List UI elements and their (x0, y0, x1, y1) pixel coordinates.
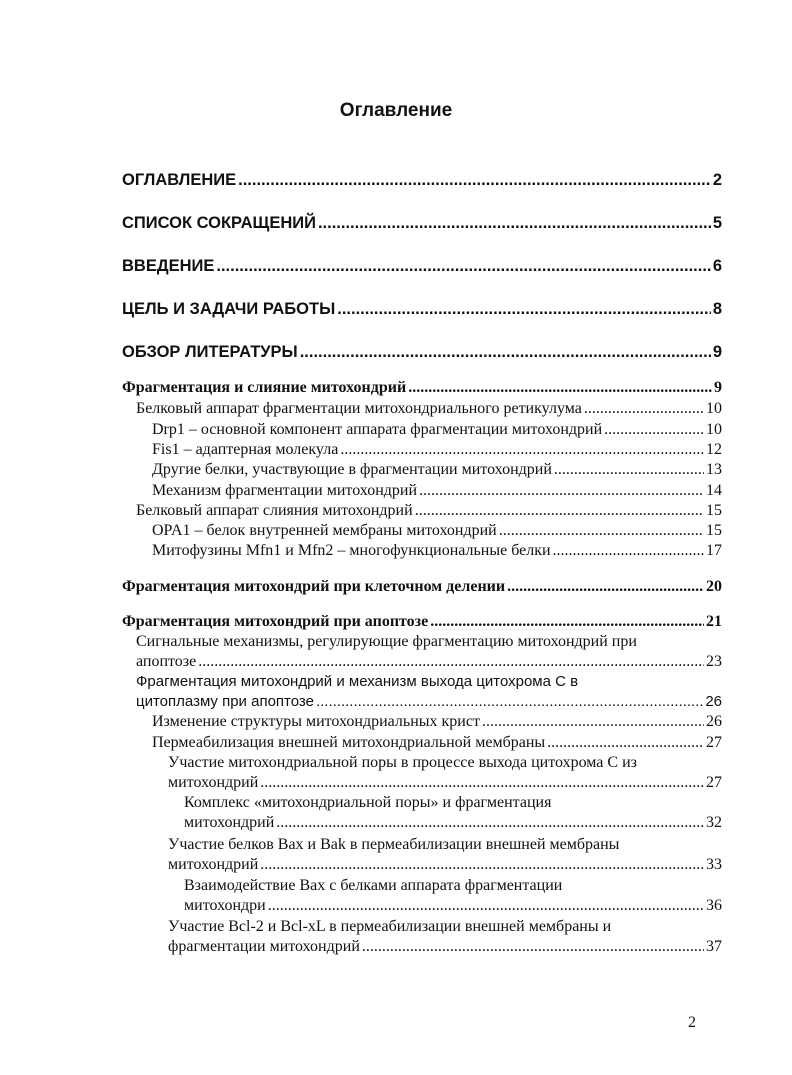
toc-entry-title: апоптозе (136, 653, 197, 670)
dot-leader (408, 379, 712, 397)
dot-leader (340, 441, 704, 459)
page-number: 2 (688, 1014, 696, 1031)
toc-entry-title: Fis1 – адаптерная молекула (152, 441, 339, 458)
toc-entry (152, 734, 722, 752)
dot-leader (300, 343, 711, 362)
toc-entry (152, 482, 722, 500)
dot-leader (260, 774, 704, 792)
toc-entry-page: 13 (706, 461, 722, 478)
toc-entry-title: Сигнальные механизмы, регулирующие фрагментацию митохондрий при (136, 633, 637, 650)
toc-entry-page: 15 (706, 522, 722, 539)
dot-leader (507, 578, 704, 596)
toc-entry-page: 5 (712, 214, 722, 232)
toc-entry (152, 461, 722, 479)
toc-entry (122, 171, 722, 190)
toc-entry (122, 214, 722, 233)
toc-entry-title: Участие Bcl-2 и Bcl-xL в пермеабилизации внешней мембраны и (168, 918, 612, 935)
dot-leader (260, 856, 704, 874)
toc-entry-page: 9 (712, 343, 722, 361)
toc-entry (122, 343, 722, 362)
toc-entry (184, 814, 722, 832)
toc-entry-page: 9 (714, 379, 722, 396)
toc-entry-page: 15 (706, 502, 722, 519)
toc-entry-page: 8 (712, 300, 722, 318)
dot-leader (430, 613, 704, 631)
toc-entry-title: Фрагментация и слияние митохондрий (122, 379, 407, 396)
toc-entry-title: ОБЗОР ЛИТЕРАТУРЫ (122, 343, 298, 361)
toc-entry-title: Участие белков Bax и Bak в пермеабилизации внешней мембраны (168, 836, 620, 853)
toc-entry-page: 12 (706, 441, 722, 458)
toc-entry (152, 713, 722, 731)
dot-leader (276, 814, 704, 832)
toc-entry-page: 23 (706, 653, 722, 670)
toc-entry-title: Другие белки, участвующие в фрагментации митохондрий (152, 461, 552, 478)
toc-entry (136, 502, 722, 520)
toc-entry (122, 300, 722, 319)
toc-entry-title: митохондрий (184, 814, 275, 831)
dot-leader (584, 400, 704, 418)
toc-entry-title: Комплекс «митохондриальной поры» и фрагментация (184, 794, 552, 811)
toc-entry-page: 32 (706, 814, 722, 831)
toc-entry-page: 26 (706, 713, 722, 730)
toc-entry (136, 400, 722, 418)
toc-entry-title: митохондрий (168, 856, 259, 873)
toc-entry (122, 257, 722, 276)
toc-entry-title: Фрагментация митохондрий и механизм выхода цитохрома С в (136, 673, 579, 690)
dot-leader (415, 502, 704, 520)
toc-entry (168, 774, 722, 792)
toc-entry-title: цитоплазму при апоптозе (136, 693, 314, 710)
toc-entry-page: 20 (706, 578, 722, 595)
toc-entry-title: Митофузины Mfn1 и Mfn2 – многофункциональные белки (152, 542, 551, 559)
toc-entry-title: митохондрий (168, 774, 259, 791)
dot-leader (362, 938, 704, 956)
dot-leader (337, 300, 711, 319)
toc-entry-title: Участие митохондриальной поры в процессе выхода цитохрома С из (168, 754, 637, 771)
toc-entry (168, 856, 722, 874)
toc-entry-page: 27 (706, 774, 722, 791)
toc-entry-title: Drp1 – основной компонент аппарата фрагментации митохондрий (152, 421, 603, 438)
toc-entry (152, 522, 722, 540)
toc-entry-title: Фрагментация митохондрий при клеточном делении (122, 578, 506, 595)
dot-leader (316, 693, 703, 710)
toc-entry-title: Белковый аппарат фрагментации митохондриального ретикулума (136, 400, 582, 417)
dot-leader (554, 461, 704, 479)
dot-leader (604, 421, 704, 439)
dot-leader (553, 542, 704, 560)
dot-leader (198, 653, 704, 671)
dot-leader (499, 522, 704, 540)
dot-leader (238, 171, 711, 190)
toc-entry-page: 17 (706, 542, 722, 559)
dot-leader (482, 713, 704, 731)
toc-entry (122, 379, 722, 397)
toc-entry-title: ОГЛАВЛЕНИЕ (122, 171, 237, 189)
toc-entry (136, 693, 722, 710)
toc-entry-page: 33 (706, 856, 722, 873)
toc-entry (136, 653, 722, 671)
toc-entry-page: 36 (706, 897, 722, 914)
toc-entry-page: 10 (706, 421, 722, 438)
toc-entry (152, 441, 722, 459)
toc-entry-page: 2 (712, 171, 722, 189)
toc-entry-page: 14 (706, 482, 722, 499)
toc-entry (184, 897, 722, 915)
toc-entry-title: Белковый аппарат слияния митохондрий (136, 502, 413, 519)
toc-entry-page: 26 (705, 693, 722, 710)
toc-entry-page: 27 (706, 734, 722, 751)
toc-entry-title: Изменение структуры митохондриальных крист (152, 713, 480, 730)
dot-leader (547, 734, 704, 752)
toc-entry (168, 938, 722, 956)
dot-leader (419, 482, 704, 500)
toc-entry-title: митохондри (184, 897, 266, 914)
page-title: Оглавление (339, 100, 453, 121)
toc-entry-title: ЦЕЛЬ И ЗАДАЧИ РАБОТЫ (122, 300, 336, 318)
toc-entry-page: 21 (706, 613, 722, 630)
dot-leader (318, 214, 711, 233)
toc-entry-title: Взаимодействие Bax с белками аппарата фрагментации (184, 877, 563, 894)
toc-entry (122, 578, 722, 596)
toc-entry-title: Механизм фрагментации митохондрий (152, 482, 418, 499)
toc-entry (122, 613, 722, 631)
toc-entry (152, 421, 722, 439)
dot-leader (268, 897, 704, 915)
toc-entry-page: 10 (706, 400, 722, 417)
toc-entry-title: OPA1 – белок внутренней мембраны митохондрий (152, 522, 497, 539)
toc-entry-title: Пермеабилизация внешней митохондриальной мембраны (152, 734, 546, 751)
toc-entry-title: СПИСОК СОКРАЩЕНИЙ (122, 214, 316, 232)
toc-entry (152, 542, 722, 560)
toc-entry-title: фрагментации митохондрий (168, 938, 360, 955)
toc-entry-title: Фрагментация митохондрий при апоптозе (122, 613, 429, 630)
toc-entry-page: 6 (712, 257, 722, 275)
dot-leader (216, 257, 710, 276)
toc-entry-title: ВВЕДЕНИЕ (122, 257, 215, 275)
toc-entry-page: 37 (706, 938, 722, 955)
